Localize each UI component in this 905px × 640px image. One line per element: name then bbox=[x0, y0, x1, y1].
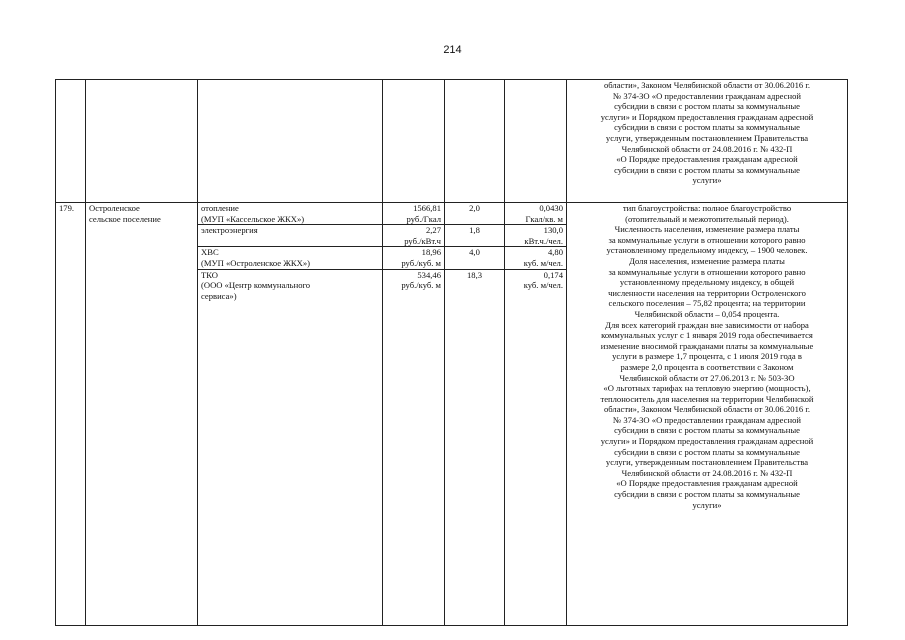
norm-cold-water: 4,80 куб. м/чел. bbox=[505, 247, 567, 269]
norm-heating: 0,0430 Гкал/кв. м bbox=[505, 203, 567, 225]
note-line: Для всех категорий граждан вне зависимости от набора bbox=[605, 319, 809, 330]
table-row-179 bbox=[56, 203, 848, 225]
note-line: теплоноситель для населения на территории Челябинской bbox=[600, 393, 814, 404]
norm-waste: 0,174 куб. м/чел. bbox=[505, 269, 567, 625]
note-line: области», Законом Челябинской области от 30.06.2016 г. bbox=[603, 404, 811, 415]
note-line: услуги в размере 1,7 процента, с 1 июля 2019 года в bbox=[612, 351, 802, 362]
index-cold-water: 4,0 bbox=[445, 247, 505, 269]
note-line: размере 2,0 процента в соответствии с Законом bbox=[620, 361, 794, 372]
note-line: Челябинской области от 27.06.2013 г. № 503-ЗО bbox=[619, 372, 795, 383]
note-line: коммунальных услуг с 1 января 2019 года обеспечивается bbox=[601, 330, 813, 341]
cell-settlement-empty bbox=[86, 80, 198, 203]
tariff-heating: 1566,81 руб./Гкал bbox=[383, 203, 445, 225]
tariff-table bbox=[55, 79, 848, 626]
note-line: изменение вносимой гражданами платы за коммунальные bbox=[600, 340, 814, 351]
note-line: Челябинской области от 24.08.2016 г. № 432-П bbox=[621, 143, 793, 154]
note-line: (отопительный и межотопительный период). bbox=[625, 213, 789, 224]
tariff-electricity: 2,27 руб./кВт.ч bbox=[383, 225, 445, 247]
cell-norm-empty bbox=[505, 80, 567, 203]
continuation-notes bbox=[567, 80, 848, 203]
index-waste: 18,3 bbox=[445, 269, 505, 625]
service-cold-water: ХВС (МУП «Остроленское ЖКХ») bbox=[198, 247, 383, 269]
row-number: 179. bbox=[56, 203, 86, 626]
service-electricity: электроэнергия bbox=[198, 225, 383, 247]
page-number: 214 bbox=[443, 44, 462, 56]
service-waste: ТКО (ООО «Центр коммунального сервиса») bbox=[198, 269, 383, 625]
settlement-name: Остроленское сельское поселение bbox=[86, 203, 198, 626]
index-heating: 2,0 bbox=[445, 203, 505, 225]
cell-index-empty bbox=[445, 80, 505, 203]
note-line: услуги» и Порядком предоставления гражданам адресной bbox=[600, 436, 814, 447]
continuation-row bbox=[56, 80, 848, 203]
note-line: за коммунальные услуги в отношении которого равно bbox=[608, 234, 806, 245]
note-line: за коммунальные услуги в отношении которого равно bbox=[608, 266, 806, 277]
tariff-cold-water: 18,96 руб./куб. м bbox=[383, 247, 445, 269]
note-line: субсидии в связи с ростом платы за коммунальные bbox=[614, 101, 800, 112]
note-line: установленному предельному индексу, – 1900 человек. bbox=[606, 245, 808, 256]
note-line: установленному предельному индексу, в общей bbox=[619, 277, 795, 288]
cell-tariff-empty bbox=[383, 80, 445, 203]
note-line: сельского поселения – 75,82 процента; на территории bbox=[608, 298, 806, 309]
cell-number-empty bbox=[56, 80, 86, 203]
note-line: услуги» bbox=[692, 499, 722, 510]
note-line: услуги, утвержденным постановлением Правительства bbox=[605, 457, 809, 468]
note-line: численности населения на территории Остроленского bbox=[608, 287, 806, 298]
note-line: субсидии в связи с ростом платы за коммунальные bbox=[614, 425, 800, 436]
note-line: «О льготных тарифах на тепловую энергию (мощность), bbox=[603, 383, 811, 394]
note-line: субсидии в связи с ростом платы за коммунальные bbox=[614, 164, 800, 175]
note-line: № 374-ЗО «О предоставлении гражданам адресной bbox=[613, 90, 801, 101]
note-line: Челябинской области от 24.08.2016 г. № 432-П bbox=[621, 467, 793, 478]
note-line: № 374-ЗО «О предоставлении гражданам адресной bbox=[613, 414, 801, 425]
tariff-waste: 534,46 руб./куб. м bbox=[383, 269, 445, 625]
note-line: Доля населения, изменение размера платы bbox=[629, 255, 785, 266]
row-notes bbox=[567, 203, 848, 626]
note-line: субсидии в связи с ростом платы за коммунальные bbox=[614, 122, 800, 133]
note-line: тип благоустройства: полное благоустройство bbox=[622, 203, 792, 213]
note-line: услуги» и Порядком предоставления гражданам адресной bbox=[600, 111, 814, 122]
note-line: Челябинской области – 0,054 процента. bbox=[634, 308, 780, 319]
note-line: услуги, утвержденным постановлением Правительства bbox=[605, 132, 809, 143]
note-line: Численность населения, изменение размера платы bbox=[614, 224, 800, 235]
index-electricity: 1,8 bbox=[445, 225, 505, 247]
cell-service-empty bbox=[198, 80, 383, 203]
note-line: области», Законом Челябинской области от 30.06.2016 г. bbox=[603, 80, 811, 90]
note-line: «О Порядке предоставления гражданам адресной bbox=[616, 478, 798, 489]
note-line: «О Порядке предоставления гражданам адресной bbox=[616, 154, 798, 165]
note-line: услуги» bbox=[692, 175, 722, 186]
service-heating: отопление (МУП «Кассельское ЖКХ») bbox=[198, 203, 383, 225]
note-line: субсидии в связи с ростом платы за коммунальные bbox=[614, 446, 800, 457]
norm-electricity: 130,0 кВт.ч./чел. bbox=[505, 225, 567, 247]
note-line: субсидии в связи с ростом платы за коммунальные bbox=[614, 489, 800, 500]
